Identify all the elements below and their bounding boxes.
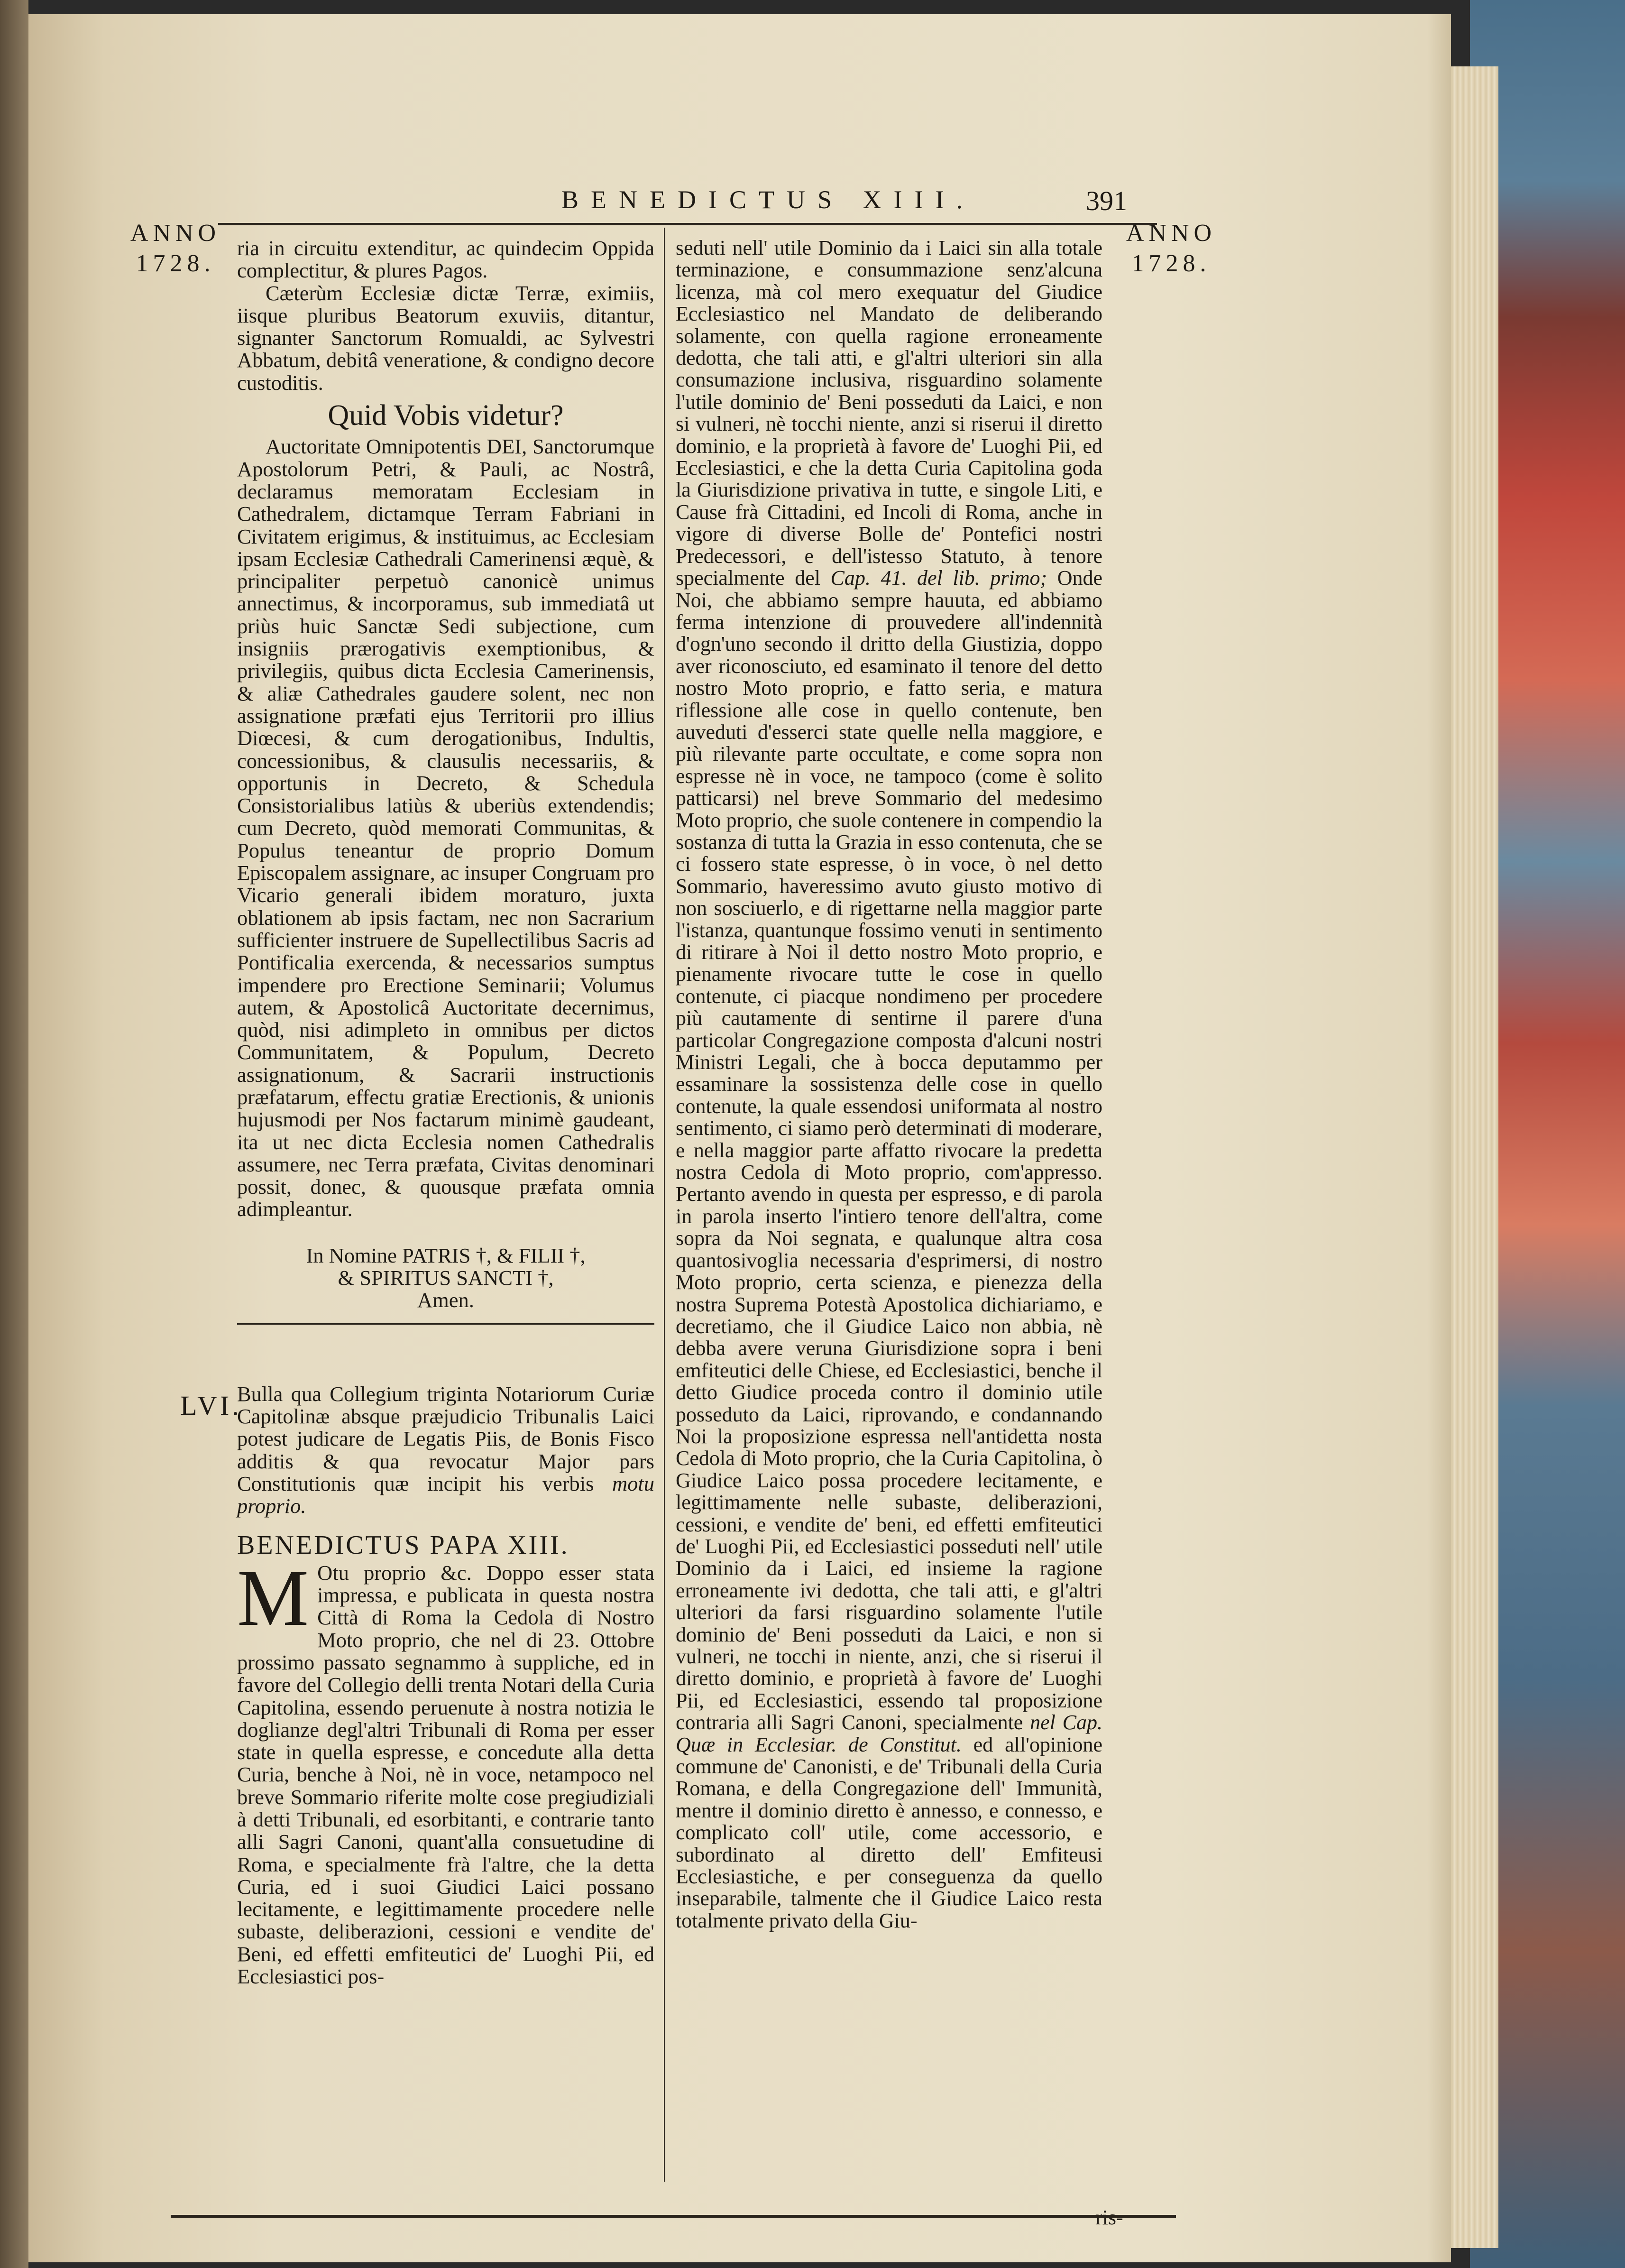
- drop-cap: M: [237, 1553, 309, 1642]
- right-text-c: ed all'opinione commune de' Canonisti, e de' Tribunali della Curia Romana, e della Congregazione dell' Immunità, mentre il dominio diretto è annesso, e connesso, e complicato coll' utile, come accessorio, e subordinato al diretto dell' Emfiteusi Ecclesiastiche, e per conseguenza da quello inseparabile, talmente che il Giudice Laico resta totalmente privato della Giu-: [676, 1733, 1103, 1932]
- right-italic-b: nel Cap. Quæ in Ecclesiar. de Constitut.: [676, 1711, 1102, 1756]
- bull-summary-italic: motu proprio.: [237, 1471, 655, 1518]
- right-para: [676, 237, 1102, 1932]
- bull-summary-text: Bulla qua Collegium triginta Notariorum Curiæ Capitolinæ absque præjudicio Tribunalis Laici potest judicare de Legatis Piis, de Bonis Fisco additis & qua revocatur Major pars Constitutionis quæ incipit his verbis: [237, 1382, 654, 1495]
- right-column: [676, 237, 1102, 1932]
- closing-line-1: In Nomine PATRIS †, & FILII †,: [306, 1243, 586, 1267]
- anno-label-right: ANNO: [1126, 220, 1217, 247]
- bull-summary: [237, 1383, 654, 1518]
- left-para-1: ria in circuitu extenditur, ac quindecim Oppida complectitur, & plures Pagos.: [237, 236, 654, 283]
- left-para-4: [237, 1553, 654, 1989]
- margin-year-right: [1114, 218, 1228, 279]
- year-label-right: 1728.: [1131, 250, 1211, 277]
- left-para-4-text: Otu proprio &c. Doppo esser stata impressa, e publicata in questa nostra Città di Roma la Cedola di Nostro Moto proprio, che nel di 23. Ottobre prossimo passato segnammo à suppliche, ed in favore del Collegio delli trenta Notari della Curia Capitolina, essendo peruenute à nostra notizia le doglianze degl'altri Tribunali di Roma per esser state in quella espresse, e concedute alla detta Curia, benche à Noi, nè in voce, netampoco nel breve Sommario riferite molte cose pregiudiziali à detti Tribunali, ed esorbitanti, e contrarie tanto alli Sagri Canoni, quant'alla consuetudine di Roma, e specialmente frà l'altre, che la detta Curia, ed i suoi Giudici Laici possano lecitamente, e legittimamente procedere nelle subaste, deliberazioni, cessioni e vendite de' Beni, ed effetti emfiteutici de' Luoghi Pii, ed Ecclesiastici pos-: [237, 1560, 654, 1989]
- right-text-b: Onde Noi, che abbiamo sempre hauuta, ed abbiamo ferma intenzione di prouvedere all'indennità d'ogn'uno secondo il dritto della Giustizia, doppo aver riconosciuto, ed esaminato il tenore del detto nostro Moto proprio, e fatto seria, e matura riflessione alle cose in quello contenute, ben auveduti d'esserci state quelle nella maggiore, e più rilevante parte occultate, e come sopra non espresse nè in voce, ne tampoco (come è solito patticarsi) nel breve Sommario del medesimo Moto proprio, che suole contenere in compendio la sostanza di tutta la Grazia in esso contenuta, che se ci fossero state espresse, ò in voce, ò nel detto Sommario, haveressimo avuto giusto motivo di non sosciuerlo, e di rigettarne nella maggior parte l'istanza, quantunque fossimo venuti in sentimento di ritirare à Noi il detto nostro Moto proprio, e pienamente rivocare tutte le cose in quello contenute, ci piacque nondimeno per procedere più cautamente di sentirne il parere d'una particolar Congregazione composta d'alcuni nostri Ministri Legali, che à bocca deputammo per essaminare la sossistenza delle cose in quello contenute, la quale essendosi uniformata al nostro sentimento, ci siamo però determinati di moderare, e nella maggior parte affatto rivocare la predetta nostra Cedola di Moto proprio, com'appresso. Pertanto avendo in questa per espresso, e di parola in parola inserto l'intiero tenore dell'altra, come sopra da Noi segnata, e qualunque altra cosa quantosivoglia necessaria d'esprimersi, di nostro Moto proprio, certa scienza, e pienezza della nostra Suprema Potestà Apostolica dichiariamo, e decretiamo, che il Giudice Laico non abbia, nè debba avere veruna Giurisdizione sopra i beni emfiteutici delle Chiese, ed Ecclesiastici, benche il detto Giudice proceda contro il dominio utile posseduto da Laici, riprovando, e condannando Noi la proposizione espressa nell'antidetta nosta Cedola di Moto proprio, che la Curia Capitolina, ò Giudice Laico possa procedere lecitamente, e legittimamente nelle subaste, deliberazioni, cessioni, e vendite de' beni, ed effetti emfiteutici de' Luoghi Pii, ed Ecclesiastici posseduti nell' utile Dominio da i Laici, ed insieme la ragione erroneamente ivi dedotta, che tali atti, e gl'altri ulteriori da farsi risguardino solamente l'utile dominio de' Beni posseduti da Laici, e non si vulneri, ne tocchi in niente, anzi, che si riserui il diretto dominio, e proprietà à favore de' Luoghi Pii, ed Ecclesiastici, essendo tal proposizione contraria alli Sagri Canoni, specialmente: [676, 566, 1102, 1734]
- closing-line-3: Amen.: [417, 1288, 474, 1312]
- column-divider: [664, 228, 665, 2182]
- left-para-2: Cæterùm Ecclesiæ dictæ Terræ, eximiis, iisque pluribus Beatorum exuviis, ditantur, signanter Sanctorum Romualdi, ac Sylvestri Abbatum, debitâ veneratione, & condigno decore custoditis.: [237, 281, 654, 395]
- right-italic-a: Cap. 41. del lib. primo;: [830, 566, 1047, 590]
- anno-label-left: ANNO: [130, 220, 221, 247]
- left-column: [237, 237, 654, 1988]
- section-marker: LVI.: [180, 1390, 242, 1421]
- margin-year-left: [123, 218, 228, 279]
- footer-rule: [171, 2215, 1176, 2218]
- year-label-left: 1728.: [136, 250, 215, 277]
- book-page: [28, 14, 1451, 2262]
- left-para-3: Auctoritate Omnipotentis DEI, Sanctorumque Apostolorum Petri, & Pauli, ac Nostrâ, declaramus memoratam Ecclesiam in Cathedralem, dictamque Terram Fabriani in Civitatem erigimus, & instituimus, ac Ecclesiam ipsam Ecclesiæ Cathedrali Camerinensi æquè, & principaliter perpetuò canonicè unimus annectimus, & incorporamus, sub immediatâ ut priùs huic Sanctæ Sedi subjectione, cum insigniis prærogativis exemptionibus, & privilegiis, quibus dicta Ecclesia Camerinensis, & aliæ Cathedrales gaudere solent, nec non assignatione præfati ejus Territorii pro illius Diœcesi, & cum derogationibus, Indultis, concessionibus, & clausulis necessariis, & opportunis in Decreto, & Schedula Consistorialibus latiùs & uberiùs extendendis; cum Decreto, quòd memorati Communitas, & Populus teneantur de proprio Domum Episcopalem assignare, ac insuper Congruam pro Vicario generali ibidem moraturo, juxta oblationem ab ipsis factam, nec non Sacrarium sufficienter instruere de Supellectilibus Sacris ad Pontificalia exercenda, & necessarios sumptus impendere pro Erectione Seminarii; Volumus autem, & Apostolicâ Auctoritate decernimus, quòd, nisi adimpleto in omnibus per dictos Communitatem, & Populum, Decreto assignationum, & Sacrarii instructionis præfatarum, effectu gratiæ Erectionis, & unionis hujusmodi per Nos factarum minimè gaudeant, ita ut nec dicta Ecclesia nomen Cathedralis assumere, nec Terra præfata, Civitas denominari possit, donec, & quousque præfata omnia adimpleantur.: [237, 434, 654, 1221]
- page-number: 391: [1086, 185, 1127, 216]
- left-page-edge: [0, 0, 28, 2268]
- section-heading: Quid Vobis videtur?: [328, 399, 564, 432]
- right-text-a: seduti nell' utile Dominio da i Laici sin alla totale terminazione, e consummazione senz'alcuna licenza, mà col mero exequatur del Giudice Ecclesiastico nel Mandato de deliberando solamente, con quella ragione erroneamente dedotta, che tali atti, e gl'altri ulteriori sin alla consumazione inclusiva, risguardino solamente l'utile dominio de' Beni posseduti da Laici, e non si vulneri, nè tocchi niente, anzi si riserui il diretto dominio, e la proprietà à favore de' Luoghi Pii, ed Ecclesiastici, e che la detta Curia Capitolina goda la Giurisdizione privativa in tutte, e singole Liti, e Cause frà Cittadini, ed Incoli di Roma, anche in vigore di diverse Bolle de' Pontefici nostri Predecessori, e dell'istesso Statuto, à tenore specialmente del: [676, 236, 1102, 590]
- header-rule: [218, 223, 1157, 225]
- pope-title: BENEDICTUS PAPA XIII.: [237, 1530, 569, 1560]
- page-content: [28, 14, 1451, 2262]
- running-head: BENEDICTUS XIII.: [561, 185, 975, 214]
- closing-line-2: & SPIRITUS SANCTI †,: [338, 1266, 554, 1290]
